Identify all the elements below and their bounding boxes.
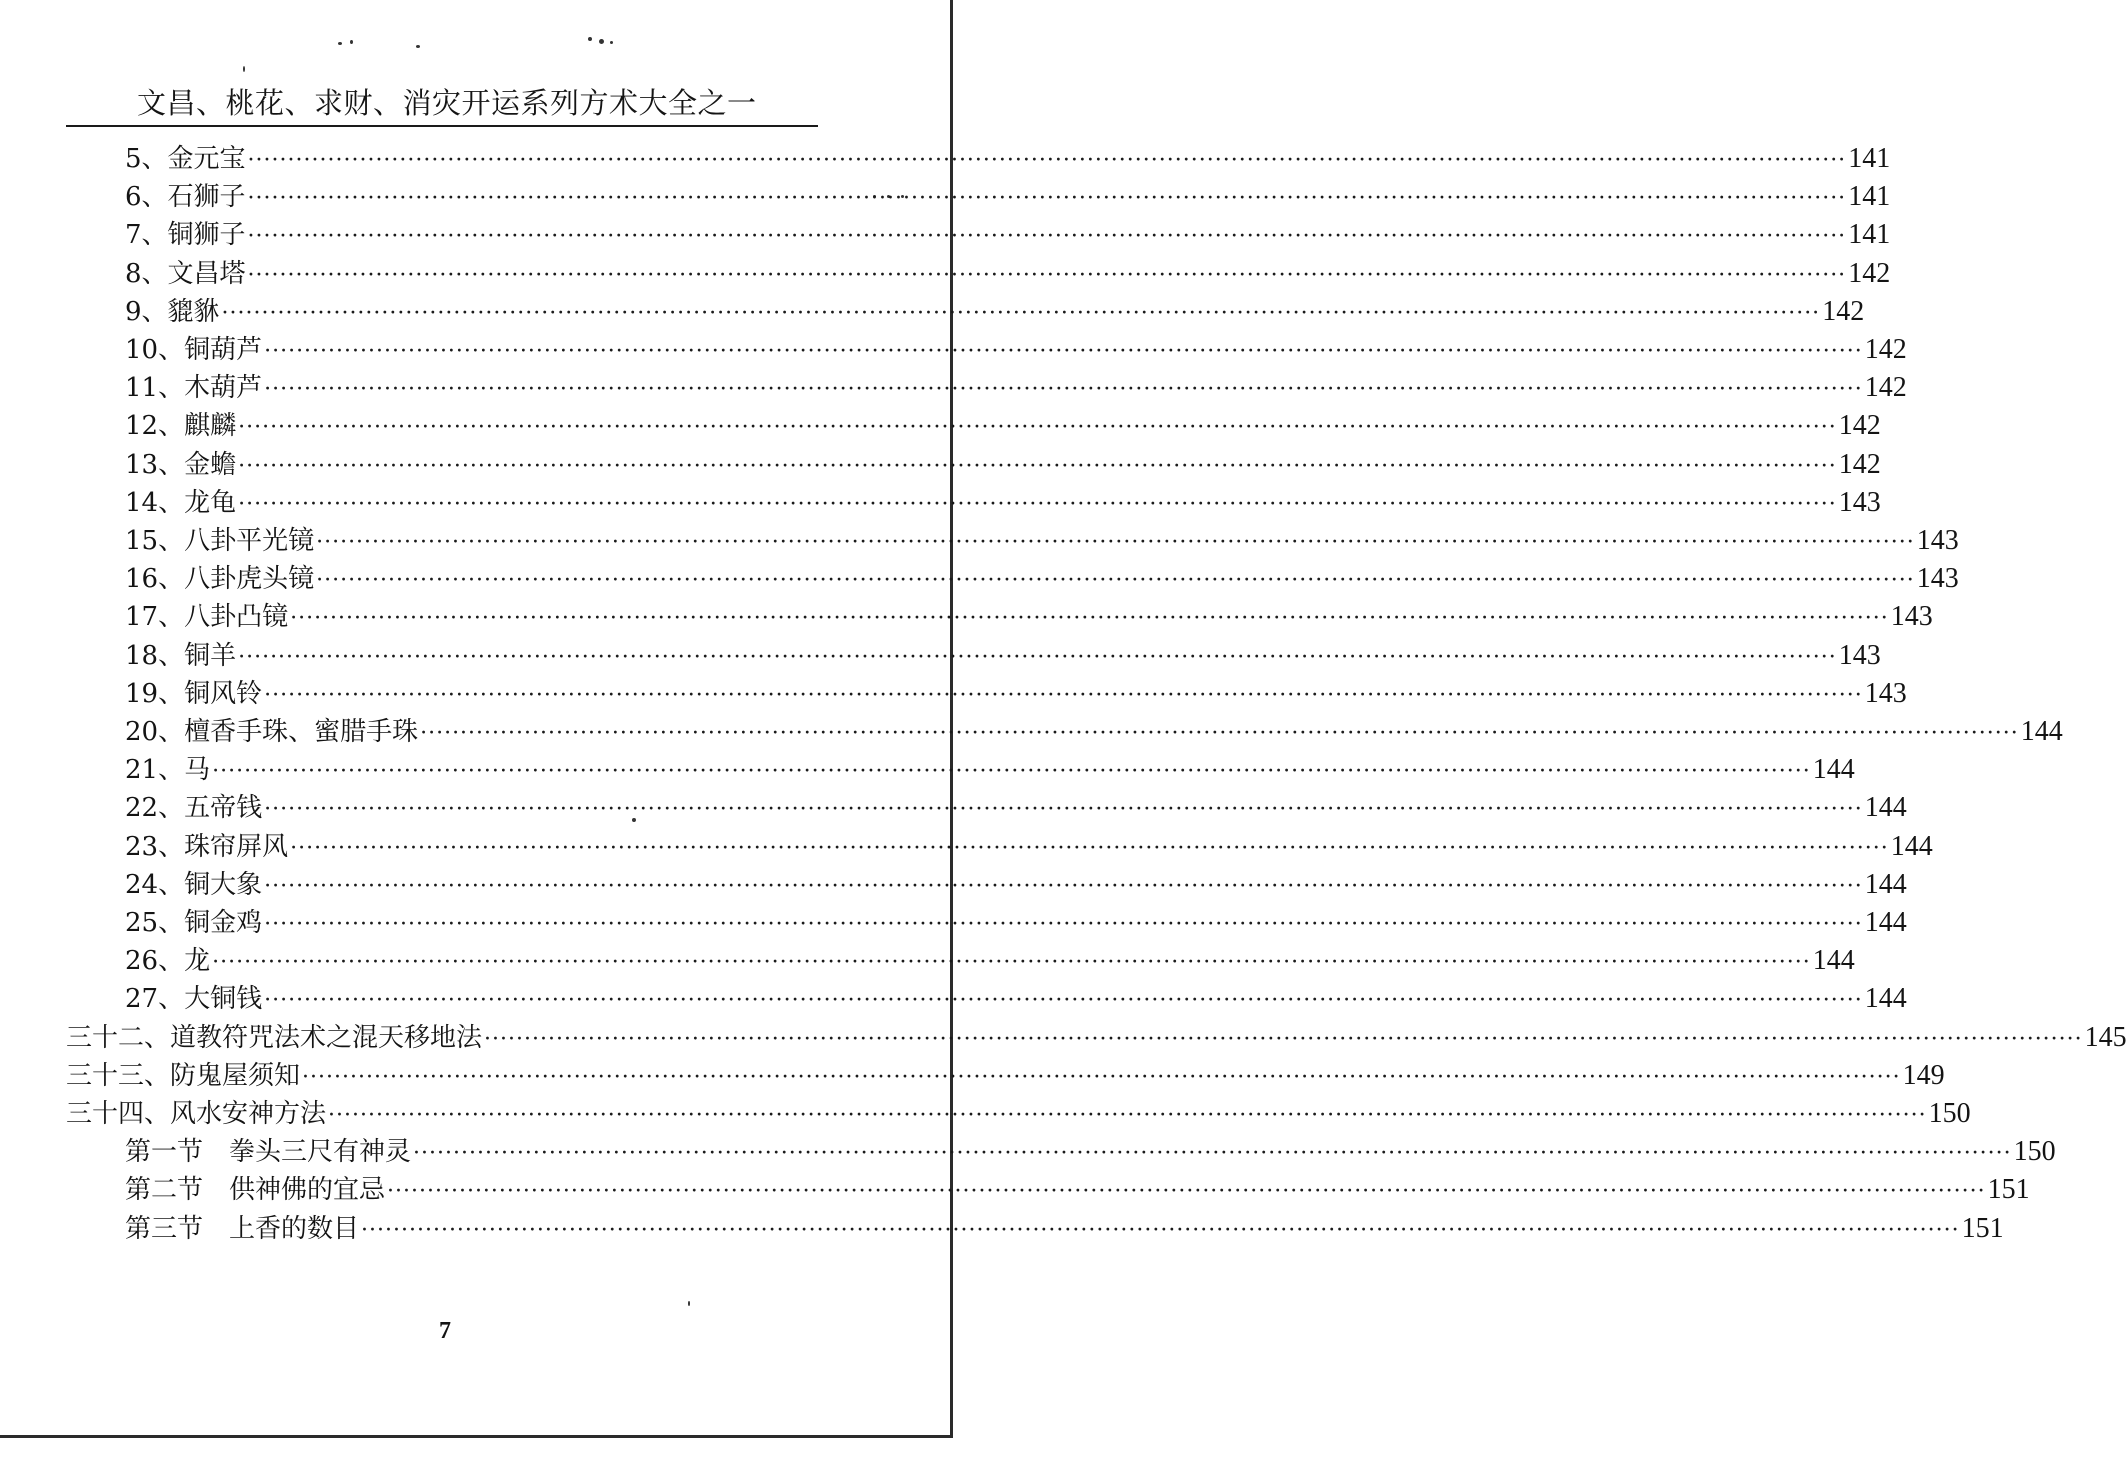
toc-entry-page: 150: [2013, 1136, 2056, 1168]
toc-entry-page: 143: [1838, 486, 1881, 518]
toc-entry-page: 144: [1864, 792, 1907, 824]
toc-entry-title: 19、铜风铃: [125, 678, 263, 709]
toc-entry-title: 13、金蟾: [125, 449, 237, 480]
toc-entry-title: 8、文昌塔: [125, 258, 246, 289]
toc-entry-title: 第一节 拳头三尺有神灵: [125, 1137, 412, 1168]
dot-leader: ········································································································································································································: [238, 491, 1837, 517]
toc-entry-title: 第三节 上香的数目: [125, 1213, 360, 1244]
dot-leader: ········································································································································································································: [302, 1064, 1901, 1090]
toc-entry-page: 149: [1902, 1059, 1945, 1091]
toc-entry-title: 5、金元宝: [125, 144, 246, 174]
dot-leader: ········································································································································································································: [221, 300, 1821, 326]
dot-leader: ········································································································································································································: [290, 606, 1889, 632]
toc-entry-title: 22、五帝钱: [125, 793, 263, 824]
toc-entry: [125, 866, 1907, 904]
toc-entry-title: 25、铜金鸡: [125, 908, 263, 938]
toc-entry: [125, 637, 1881, 675]
toc-entry-title: 6、石狮子: [125, 182, 246, 213]
toc-entry: [125, 751, 1855, 789]
dot-leader: ········································································································································································································: [316, 568, 1915, 594]
toc-entry-page: 143: [1838, 639, 1881, 671]
toc-entry: [125, 828, 1933, 866]
dot-leader: ········································································································································································································: [361, 1217, 1960, 1243]
toc-entry-page: 144: [1864, 868, 1907, 900]
toc-entry: [125, 255, 1891, 293]
scan-speck: [416, 45, 420, 48]
toc-entry: [66, 1057, 1945, 1095]
toc-entry-page: 144: [1890, 830, 1933, 862]
dot-leader: ········································································································································································································: [413, 1141, 2012, 1167]
toc-entry-title: 三十三、防鬼屋须知: [66, 1060, 301, 1091]
toc-entry-page: 141: [1848, 143, 1891, 174]
toc-entry-title: 24、铜大象: [125, 869, 263, 900]
dot-leader: ········································································································································································································: [247, 186, 1847, 212]
toc-entry-page: 150: [1928, 1098, 1971, 1129]
toc-entry-title: 21、马: [125, 755, 211, 786]
dot-leader: ········································································································································································································: [264, 797, 1863, 823]
toc-entry-page: 142: [1848, 257, 1891, 289]
page-number: 7: [439, 1318, 451, 1344]
dot-leader: ········································································································································································································: [264, 682, 1863, 708]
scan-speck: [599, 39, 604, 44]
toc-entry-title: 三十四、风水安神方法: [66, 1099, 327, 1129]
toc-entry: [125, 713, 2063, 751]
toc-entry: [125, 904, 1907, 942]
toc-entry-page: 142: [1838, 410, 1881, 442]
toc-entry: [125, 560, 1959, 598]
toc-entry-title: 27、大铜钱: [125, 984, 263, 1015]
toc-entry-page: 143: [1916, 525, 1959, 556]
toc-entry-page: 144: [1812, 945, 1855, 977]
dot-leader: ········································································································································································································: [238, 644, 1837, 670]
dot-leader: ········································································································································································································: [247, 148, 1847, 173]
toc-entry: [125, 789, 1907, 827]
toc-entry-title: 15、八卦平光镜: [125, 526, 315, 556]
toc-entry-title: 第二节 供神佛的宜忌: [125, 1175, 386, 1206]
dot-leader: ········································································································································································································: [264, 873, 1863, 899]
dot-leader: ········································································································································································································: [212, 950, 1811, 976]
toc-entry: [125, 369, 1907, 407]
toc-entry: [125, 331, 1907, 369]
dot-leader: ········································································································································································································: [484, 1026, 2083, 1052]
toc-entry-title: 三十二、道教符咒法术之混天移地法: [66, 1022, 483, 1053]
dot-leader: ········································································································································································································: [247, 262, 1847, 288]
toc-entry: [66, 1095, 1971, 1133]
toc-entry-page: 144: [2020, 716, 2063, 747]
toc-entry: [125, 1133, 2056, 1171]
dot-leader: ········································································································································································································: [328, 1103, 1927, 1128]
toc-entry-page: 145: [2084, 1021, 2127, 1053]
dot-leader: ········································································································································································································: [264, 912, 1863, 937]
toc-entry: [125, 598, 1933, 636]
running-header-title: 文昌、桃花、求财、消灾开运系列方术大全之一: [137, 86, 757, 120]
header-rule: [66, 125, 818, 127]
toc-entry-title: 7、铜狮子: [125, 220, 246, 251]
toc-entry: [125, 407, 1881, 445]
scan-speck: [688, 1301, 690, 1306]
dot-leader: ········································································································································································································: [212, 759, 1811, 785]
toc-entry: [125, 484, 1881, 522]
dot-leader: ········································································································································································································: [316, 530, 1915, 555]
toc-entry-page: 142: [1864, 334, 1907, 365]
toc-entry-page: 151: [1987, 1174, 2030, 1206]
dot-leader: ········································································································································································································: [264, 377, 1863, 403]
toc-entry: [125, 140, 1891, 178]
dot-leader: ········································································································································································································: [247, 224, 1847, 250]
dot-leader: ········································································································································································································: [238, 415, 1837, 441]
toc-entry: [125, 178, 1891, 216]
toc-entry: [66, 1019, 2127, 1057]
dot-leader: ········································································································································································································: [238, 453, 1837, 479]
toc-entry: [125, 522, 1959, 560]
toc-entry-page: 142: [1822, 295, 1865, 327]
toc-entry-page: 141: [1848, 219, 1891, 251]
toc-entry-title: 9、貔貅: [125, 296, 220, 327]
scan-speck: [610, 41, 613, 44]
toc-entry-page: 144: [1864, 983, 1907, 1015]
dot-leader: ········································································································································································································: [290, 835, 1889, 861]
toc-entry-title: 17、八卦凸镜: [125, 602, 289, 633]
page-border-bottom: [0, 1435, 953, 1438]
toc-entry: [125, 446, 1881, 484]
toc-entry-page: 144: [1864, 907, 1907, 938]
toc-entry: [125, 293, 1865, 331]
toc-entry-page: 151: [1961, 1212, 2004, 1244]
dot-leader: ········································································································································································································: [387, 1179, 1986, 1205]
toc-entry-title: 10、铜葫芦: [125, 335, 263, 365]
scan-speck: [338, 42, 342, 45]
scan-speck: [350, 40, 353, 44]
toc-entry-page: 142: [1864, 372, 1907, 404]
toc-entry-page: 142: [1838, 448, 1881, 480]
toc-entry-title: 11、木葫芦: [125, 373, 263, 404]
toc-entry-title: 23、珠帘屏风: [125, 831, 289, 862]
toc-entry: [125, 980, 1907, 1018]
toc-entry-title: 12、麒麟: [125, 411, 237, 442]
dot-leader: ········································································································································································································: [420, 721, 2019, 746]
toc-entry: [125, 675, 1907, 713]
toc-entry-title: 20、檀香手珠、蜜腊手珠: [125, 717, 419, 747]
scan-speck: [243, 66, 245, 72]
toc-entry: [125, 216, 1891, 254]
scan-speck: [588, 37, 592, 41]
toc-entry-page: 144: [1812, 754, 1855, 786]
toc-entry-page: 141: [1848, 181, 1891, 213]
toc-entry-title: 26、龙: [125, 946, 211, 977]
toc-entry: [125, 942, 1855, 980]
toc-entry-page: 143: [1890, 601, 1933, 633]
toc-entry-title: 14、龙龟: [125, 487, 237, 518]
toc-entry: [125, 1210, 2004, 1248]
toc-entry-title: 16、八卦虎头镜: [125, 564, 315, 595]
toc-entry-page: 143: [1864, 677, 1907, 709]
toc-entry-page: 143: [1916, 563, 1959, 595]
dot-leader: ········································································································································································································: [264, 339, 1863, 364]
toc-entry: [125, 1171, 2030, 1209]
toc-entry-title: 18、铜羊: [125, 640, 237, 671]
dot-leader: ········································································································································································································: [264, 988, 1863, 1014]
